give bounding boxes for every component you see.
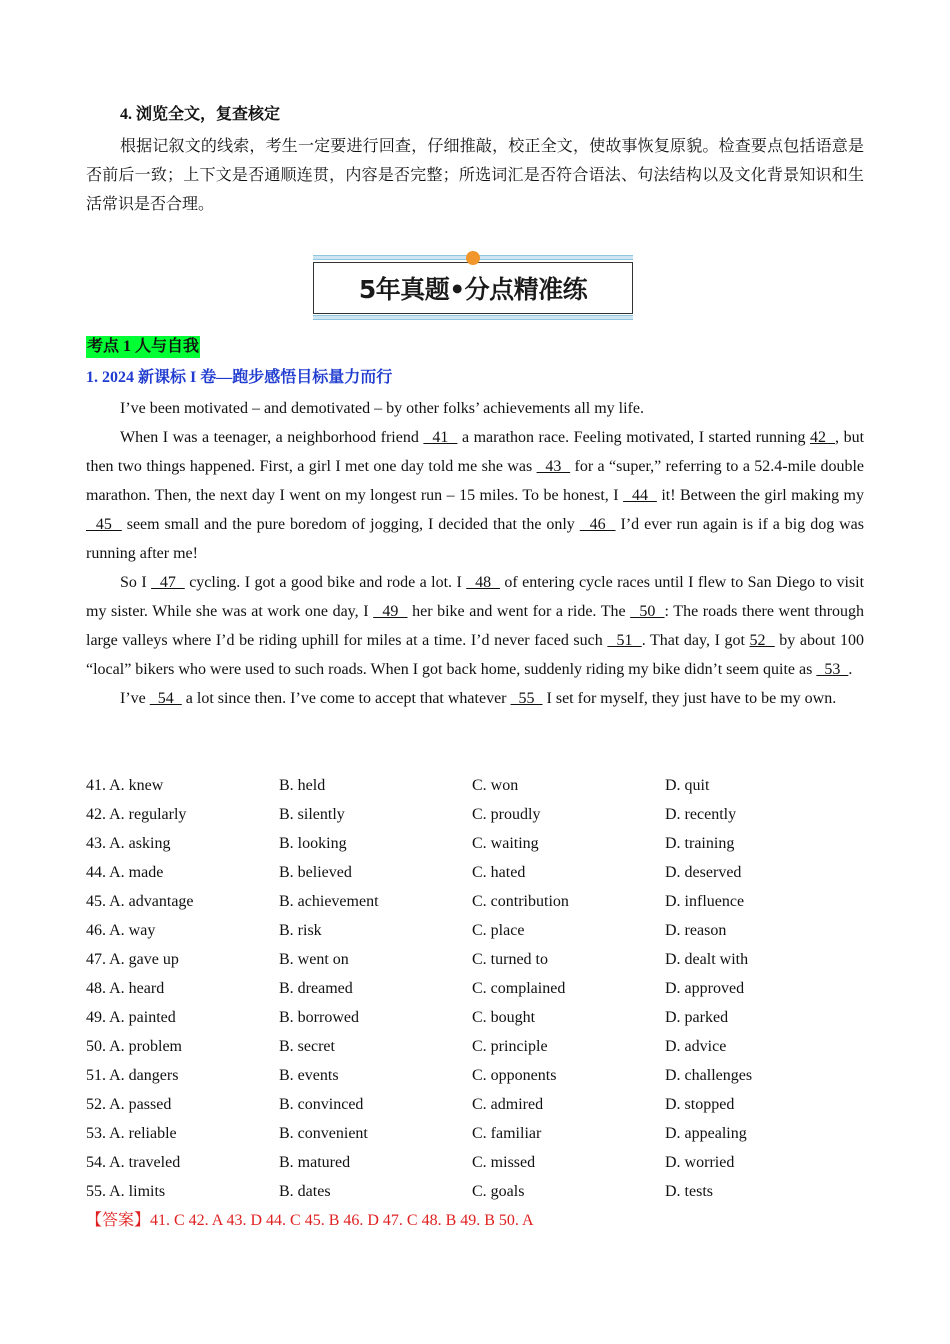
option-c: C. familiar [472,1125,542,1142]
option-d: D. quit [665,777,710,794]
option-a: 45. A. advantage [86,893,194,910]
section-banner [313,255,633,319]
option-c: C. goals [472,1183,525,1200]
option-b: B. risk [279,922,322,939]
option-d: D. dealt with [665,951,749,968]
blank-55: 55 [510,690,543,707]
passage-text: . That day, I got [641,632,750,649]
option-row [86,771,864,800]
option-row [86,1090,864,1119]
blank-53: 53 [816,661,849,678]
passage-text: So I [120,574,152,591]
blank-43: 43 [536,458,571,475]
option-row [86,858,864,887]
option-b: B. dreamed [279,980,353,997]
passage-text: for a “super,” referring to a 52.4-mile double marathon. Then, the next day I went on my longest run – 15 miles. To be honest, I [86,458,865,504]
passage-paragraph-3 [86,568,864,684]
blank-52: 52 [749,632,775,649]
option-c: C. opponents [472,1067,557,1084]
option-b: B. went on [279,951,349,968]
option-a: 55. A. limits [86,1183,166,1200]
answer-line: 【答案】41. C 42. A 43. D 44. C 45. B 46. D 47. C 48. B 49. B 50. A [86,1212,534,1229]
passage-text: of entering cycle races until I flew to San Diego to visit my sister. While she was at work one day, I [86,574,865,620]
option-a: 41. A. knew [86,777,164,794]
option-row [86,1003,864,1032]
option-a: 43. A. asking [86,835,171,852]
option-a: 42. A. regularly [86,806,187,823]
option-d: D. approved [665,980,745,997]
passage [86,394,864,713]
section-heading: 4. 浏览全文，复查核定 [120,106,281,123]
question-title: 1. 2024 新课标 I 卷—跑步感悟目标量力而行 [86,369,393,386]
option-c: C. bought [472,1009,536,1026]
passage-paragraph-2 [86,423,864,568]
option-b: B. borrowed [279,1009,359,1026]
option-b: B. secret [279,1038,335,1055]
option-c: C. complained [472,980,566,997]
option-b: B. matured [279,1154,351,1171]
blank-51: 51 [607,632,642,649]
option-d: D. advice [665,1038,727,1055]
option-row [86,945,864,974]
option-row [86,1061,864,1090]
option-c: C. contribution [472,893,569,910]
option-row [86,1148,864,1177]
option-c: C. missed [472,1154,536,1171]
passage-text: cycling. I got a good bike and rode a lot. I [184,574,467,591]
option-a: 53. A. reliable [86,1125,177,1142]
passage-text: When I was a teenager, a neighborhood friend [120,429,424,446]
option-c: C. admired [472,1096,544,1113]
option-c: C. hated [472,864,526,881]
option-row [86,829,864,858]
option-a: 46. A. way [86,922,156,939]
blank-47: 47 [151,574,185,591]
option-row [86,1177,864,1206]
option-b: B. silently [279,806,345,823]
option-a: 44. A. made [86,864,164,881]
passage-text: her bike and went for a ride. The [407,603,631,620]
option-d: D. reason [665,922,727,939]
option-d: D. influence [665,893,745,910]
option-row [86,974,864,1003]
option-d: D. recently [665,806,737,823]
blank-46: 46 [579,516,616,533]
passage-text: . [848,661,853,678]
option-d: D. worried [665,1154,735,1171]
option-d: D. tests [665,1183,713,1200]
option-a: 47. A. gave up [86,951,179,968]
option-row [86,887,864,916]
option-a: 51. A. dangers [86,1067,179,1084]
option-b: B. convenient [279,1125,368,1142]
passage-paragraph-4 [86,684,864,713]
option-b: B. held [279,777,326,794]
option-b: B. believed [279,864,352,881]
options-list [86,771,864,1206]
option-b: B. events [279,1067,339,1084]
option-c: C. waiting [472,835,539,852]
option-b: B. convinced [279,1096,364,1113]
passage-text: a lot since then. I’ve come to accept that whatever [181,690,511,707]
option-row [86,1032,864,1061]
passage-text: I’d ever run again is if a big dog was running after me! [86,516,865,562]
blank-48: 48 [466,574,500,591]
option-d: D. appealing [665,1125,747,1142]
option-d: D. deserved [665,864,742,881]
banner-dot-icon [466,251,480,265]
blank-49: 49 [373,603,408,620]
option-b: B. looking [279,835,347,852]
blank-45: 45 [86,516,122,533]
blank-41: 41 [423,429,458,446]
section-intro-text: 根据记叙文的线索，考生一定要进行回查，仔细推敲，校正全文，使故事恢复原貌。检查要点包括语意是否前后一致；上下文是否通顺连贯，内容是否完整；所选词汇是否符合语法、句法结构以及文化背景知识和生活常识是否合理。 [86,138,864,213]
option-a: 48. A. heard [86,980,165,997]
blank-42: 42 [810,429,836,446]
passage-text: a marathon race. Feeling motivated, I started running [457,429,810,446]
passage-text: I’ve [120,690,150,707]
passage-text: by about 100 “local” bikers who were used to such roads. When I got back home, suddenly riding my bike didn’t seem quite as [86,632,865,678]
option-d: D. training [665,835,735,852]
option-row [86,1119,864,1148]
option-c: C. place [472,922,525,939]
passage-text: seem small and the pure boredom of jogging, I decided that the only [121,516,580,533]
option-b: B. achievement [279,893,379,910]
option-c: C. turned to [472,951,548,968]
passage-text: I set for myself, they just have to be my own. [542,690,837,707]
passage-text: , but then two things happened. First, a girl I met one day told me she was [86,429,865,475]
option-d: D. stopped [665,1096,735,1113]
banner-bottom-bar [313,315,633,320]
option-a: 52. A. passed [86,1096,172,1113]
option-a: 50. A. problem [86,1038,182,1055]
option-a: 54. A. traveled [86,1154,181,1171]
option-row [86,800,864,829]
passage-text: it! Between the girl making my [656,487,865,504]
option-c: C. won [472,777,519,794]
blank-50: 50 [630,603,665,620]
passage-paragraph-1: I’ve been motivated – and demotivated – by other folks’ achievements all my life. [120,400,644,417]
passage-text: : The roads there went through large valleys where I’d be riding uphill for miles at a time. I’d never faced such [86,603,865,649]
option-row [86,916,864,945]
option-a: 49. A. painted [86,1009,176,1026]
option-c: C. proudly [472,806,541,823]
option-d: D. challenges [665,1067,753,1084]
banner-title: 5年真题•分点精准练 [313,262,633,314]
blank-54: 54 [149,690,182,707]
blank-44: 44 [623,487,657,504]
option-d: D. parked [665,1009,729,1026]
topic-label: 考点 1 人与自我 [86,336,200,358]
option-c: C. principle [472,1038,548,1055]
option-b: B. dates [279,1183,331,1200]
